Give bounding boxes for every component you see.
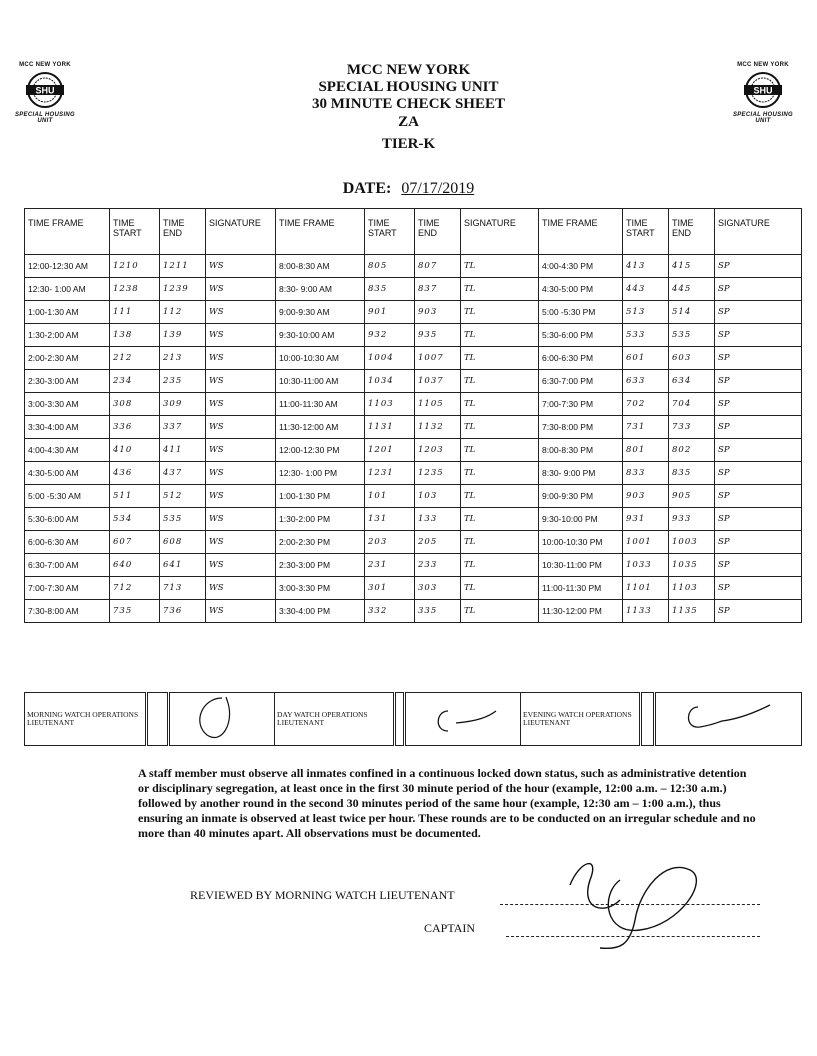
time-frame-cell: 4:00-4:30 PM <box>539 255 623 278</box>
time-start-cell: 1210 <box>110 255 160 278</box>
time-start-cell: 138 <box>110 324 160 347</box>
time-end-cell: 704 <box>669 393 715 416</box>
time-start-cell: 633 <box>623 370 669 393</box>
signature-mark-icon <box>408 693 518 743</box>
time-end-cell: 634 <box>669 370 715 393</box>
time-end-cell: 608 <box>160 531 206 554</box>
time-end-cell: 335 <box>415 600 461 623</box>
signature-cell: WS <box>206 347 276 370</box>
time-start-cell: 332 <box>365 600 415 623</box>
time-end-cell: 1211 <box>160 255 206 278</box>
time-frame-cell: 1:00-1:30 PM <box>276 485 365 508</box>
table-row <box>25 531 802 554</box>
signature-cell: SP <box>715 324 802 347</box>
time-end-cell: 133 <box>415 508 461 531</box>
time-start-cell: 640 <box>110 554 160 577</box>
time-frame-cell: 6:00-6:30 AM <box>25 531 110 554</box>
time-frame-cell: 11:00-11:30 PM <box>539 577 623 600</box>
table-row <box>25 347 802 370</box>
time-start-cell: 231 <box>365 554 415 577</box>
time-frame-cell: 2:00-2:30 AM <box>25 347 110 370</box>
table-row <box>25 462 802 485</box>
time-start-cell: 234 <box>110 370 160 393</box>
time-end-cell: 1007 <box>415 347 461 370</box>
morning-watch-label: MORNING WATCH OPERATIONS LIEUTENANT <box>25 693 147 746</box>
time-end-cell: 641 <box>160 554 206 577</box>
time-start-cell: 1133 <box>623 600 669 623</box>
header-time-end: TIME END <box>160 209 206 255</box>
divider <box>147 693 169 746</box>
time-start-cell: 301 <box>365 577 415 600</box>
time-frame-cell: 2:30-3:00 AM <box>25 370 110 393</box>
header-time-frame: TIME FRAME <box>276 209 365 255</box>
divider <box>395 693 405 746</box>
time-start-cell: 436 <box>110 462 160 485</box>
time-start-cell: 1001 <box>623 531 669 554</box>
time-start-cell: 901 <box>365 301 415 324</box>
signature-cell: SP <box>715 393 802 416</box>
table-row <box>25 485 802 508</box>
time-end-cell: 802 <box>669 439 715 462</box>
time-frame-cell: 4:30-5:00 PM <box>539 278 623 301</box>
time-frame-cell: 7:30-8:00 AM <box>25 600 110 623</box>
time-end-cell: 337 <box>160 416 206 439</box>
time-frame-cell: 6:30-7:00 PM <box>539 370 623 393</box>
reviewed-label: REVIEWED BY MORNING WATCH LIEUTENANT <box>190 888 455 902</box>
signature-mark-icon <box>658 693 798 743</box>
time-start-cell: 511 <box>110 485 160 508</box>
header-time-frame: TIME FRAME <box>25 209 110 255</box>
evening-watch-signature <box>655 693 802 746</box>
signature-cell: TL <box>461 416 539 439</box>
time-end-cell: 807 <box>415 255 461 278</box>
time-start-cell: 805 <box>365 255 415 278</box>
signature-cell: TL <box>461 393 539 416</box>
table-row <box>25 439 802 462</box>
time-end-cell: 514 <box>669 301 715 324</box>
signature-cell: WS <box>206 554 276 577</box>
time-frame-cell: 8:00-8:30 PM <box>539 439 623 462</box>
time-end-cell: 1003 <box>669 531 715 554</box>
time-frame-cell: 12:30- 1:00 PM <box>276 462 365 485</box>
time-end-cell: 445 <box>669 278 715 301</box>
time-start-cell: 336 <box>110 416 160 439</box>
time-start-cell: 410 <box>110 439 160 462</box>
time-start-cell: 1034 <box>365 370 415 393</box>
time-frame-cell: 8:00-8:30 AM <box>276 255 365 278</box>
signature-cell: TL <box>461 554 539 577</box>
time-frame-cell: 9:30-10:00 PM <box>539 508 623 531</box>
time-start-cell: 203 <box>365 531 415 554</box>
time-frame-cell: 10:00-10:30 AM <box>276 347 365 370</box>
time-start-cell: 601 <box>623 347 669 370</box>
table-row <box>25 255 802 278</box>
header-time-end: TIME END <box>669 209 715 255</box>
header-signature: SIGNATURE <box>715 209 802 255</box>
signature-cell: WS <box>206 370 276 393</box>
time-end-cell: 733 <box>669 416 715 439</box>
time-end-cell: 837 <box>415 278 461 301</box>
morning-watch-signature <box>169 693 275 746</box>
time-frame-cell: 3:30-4:00 AM <box>25 416 110 439</box>
header-tier: TIER-K <box>381 136 436 152</box>
time-end-cell: 713 <box>160 577 206 600</box>
time-end-cell: 437 <box>160 462 206 485</box>
time-frame-cell: 6:00-6:30 PM <box>539 347 623 370</box>
time-end-cell: 512 <box>160 485 206 508</box>
time-start-cell: 702 <box>623 393 669 416</box>
signature-cell: SP <box>715 439 802 462</box>
signature-cell: WS <box>206 577 276 600</box>
time-frame-cell: 11:30-12:00 AM <box>276 416 365 439</box>
table-row <box>25 600 802 623</box>
time-frame-cell: 5:30-6:00 PM <box>539 324 623 347</box>
time-frame-cell: 11:30-12:00 PM <box>539 600 623 623</box>
signature-cell: WS <box>206 416 276 439</box>
time-start-cell: 712 <box>110 577 160 600</box>
signature-cell: SP <box>715 485 802 508</box>
header-range: ZA <box>398 114 419 130</box>
time-frame-cell: 10:30-11:00 PM <box>539 554 623 577</box>
time-frame-cell: 4:00-4:30 AM <box>25 439 110 462</box>
time-end-cell: 112 <box>160 301 206 324</box>
signature-cell: WS <box>206 255 276 278</box>
time-frame-cell: 4:30-5:00 AM <box>25 462 110 485</box>
time-end-cell: 1132 <box>415 416 461 439</box>
signature-cell: WS <box>206 439 276 462</box>
time-start-cell: 731 <box>623 416 669 439</box>
signature-cell: SP <box>715 577 802 600</box>
time-end-cell: 415 <box>669 255 715 278</box>
captain-label: CAPTAIN <box>424 921 476 935</box>
time-frame-cell: 12:00-12:30 AM <box>25 255 110 278</box>
time-start-cell: 131 <box>365 508 415 531</box>
time-frame-cell: 3:00-3:30 PM <box>276 577 365 600</box>
time-start-cell: 1101 <box>623 577 669 600</box>
header-unit: SPECIAL HOUSING UNIT <box>318 79 499 95</box>
time-start-cell: 1231 <box>365 462 415 485</box>
signature-cell: SP <box>715 600 802 623</box>
signature-cell: WS <box>206 301 276 324</box>
time-end-cell: 933 <box>669 508 715 531</box>
signature-cell: WS <box>206 600 276 623</box>
svg-text:SHU: SHU <box>753 85 773 96</box>
signature-cell: TL <box>461 278 539 301</box>
signature-cell: TL <box>461 347 539 370</box>
time-frame-cell: 7:00-7:30 PM <box>539 393 623 416</box>
header-facility: MCC NEW YORK <box>346 62 471 78</box>
signature-cell: SP <box>715 462 802 485</box>
time-start-cell: 735 <box>110 600 160 623</box>
time-start-cell: 1131 <box>365 416 415 439</box>
table-row <box>25 416 802 439</box>
time-start-cell: 1033 <box>623 554 669 577</box>
time-start-cell: 533 <box>623 324 669 347</box>
signature-cell: SP <box>715 416 802 439</box>
time-start-cell: 607 <box>110 531 160 554</box>
time-end-cell: 1035 <box>669 554 715 577</box>
signature-cell: WS <box>206 393 276 416</box>
time-frame-cell: 7:00-7:30 AM <box>25 577 110 600</box>
signature-cell: TL <box>461 370 539 393</box>
signature-cell: TL <box>461 324 539 347</box>
signature-cell: SP <box>715 278 802 301</box>
time-end-cell: 903 <box>415 301 461 324</box>
signature-cell: SP <box>715 255 802 278</box>
time-start-cell: 1201 <box>365 439 415 462</box>
time-start-cell: 833 <box>623 462 669 485</box>
time-frame-cell: 10:00-10:30 PM <box>539 531 623 554</box>
header-signature: SIGNATURE <box>206 209 276 255</box>
signature-cell: WS <box>206 531 276 554</box>
signature-cell: SP <box>715 531 802 554</box>
lieutenant-table <box>24 692 802 746</box>
time-frame-cell: 1:00-1:30 AM <box>25 301 110 324</box>
time-frame-cell: 9:30-10:00 AM <box>276 324 365 347</box>
signature-cell: WS <box>206 485 276 508</box>
time-end-cell: 535 <box>669 324 715 347</box>
time-start-cell: 1004 <box>365 347 415 370</box>
signature-mark-icon <box>172 693 272 743</box>
header-time-end: TIME END <box>415 209 461 255</box>
time-frame-cell: 9:00-9:30 PM <box>539 485 623 508</box>
time-frame-cell: 9:00-9:30 AM <box>276 301 365 324</box>
time-end-cell: 1239 <box>160 278 206 301</box>
time-end-cell: 1105 <box>415 393 461 416</box>
time-frame-cell: 10:30-11:00 AM <box>276 370 365 393</box>
time-frame-cell: 7:30-8:00 PM <box>539 416 623 439</box>
logo-bottom-text: SPECIAL HOUSING UNIT <box>14 112 76 124</box>
lieutenant-signature-icon <box>560 850 760 960</box>
time-end-cell: 303 <box>415 577 461 600</box>
time-start-cell: 932 <box>365 324 415 347</box>
check-table <box>24 208 802 623</box>
time-end-cell: 235 <box>160 370 206 393</box>
table-row <box>25 508 802 531</box>
date-label: DATE: <box>342 180 392 197</box>
time-start-cell: 111 <box>110 301 160 324</box>
time-end-cell: 205 <box>415 531 461 554</box>
time-frame-cell: 11:00-11:30 AM <box>276 393 365 416</box>
time-frame-cell: 12:00-12:30 PM <box>276 439 365 462</box>
table-row <box>25 301 802 324</box>
time-start-cell: 413 <box>623 255 669 278</box>
signature-cell: TL <box>461 462 539 485</box>
time-end-cell: 935 <box>415 324 461 347</box>
time-frame-cell: 2:30-3:00 PM <box>276 554 365 577</box>
signature-cell: TL <box>461 531 539 554</box>
time-frame-cell: 8:30- 9:00 PM <box>539 462 623 485</box>
signature-cell: TL <box>461 301 539 324</box>
time-start-cell: 308 <box>110 393 160 416</box>
time-end-cell: 1103 <box>669 577 715 600</box>
table-row <box>25 554 802 577</box>
policy-paragraph: A staff member must observe all inmates confined in a continuous locked down status, such as administrative detention or disciplinary segregation, at least once in the first 30 minute period of the hour (example, 12:00 a.m. – 12:30 a.m.) followed by another round in the second 30 minutes period of the same hour (example, 12:30 am – 1:00 a.m.), thus ensuring an inmate is observed at least twice per hour. These rounds are to be conducted on an irregular schedule and no more than 40 minutes apart. All observations must be documented. <box>138 766 756 840</box>
day-watch-signature <box>405 693 521 746</box>
time-end-cell: 535 <box>160 508 206 531</box>
time-end-cell: 213 <box>160 347 206 370</box>
time-start-cell: 443 <box>623 278 669 301</box>
time-start-cell: 801 <box>623 439 669 462</box>
time-start-cell: 931 <box>623 508 669 531</box>
table-row <box>25 324 802 347</box>
logo-bottom-text: SPECIAL HOUSING UNIT <box>732 112 794 124</box>
time-end-cell: 411 <box>160 439 206 462</box>
time-end-cell: 233 <box>415 554 461 577</box>
time-end-cell: 1135 <box>669 600 715 623</box>
time-frame-cell: 1:30-2:00 AM <box>25 324 110 347</box>
time-frame-cell: 12:30- 1:00 AM <box>25 278 110 301</box>
signature-cell: SP <box>715 554 802 577</box>
time-frame-cell: 2:00-2:30 PM <box>276 531 365 554</box>
header-time-frame: TIME FRAME <box>539 209 623 255</box>
signature-cell: TL <box>461 600 539 623</box>
time-frame-cell: 1:30-2:00 PM <box>276 508 365 531</box>
signature-cell: SP <box>715 508 802 531</box>
time-frame-cell: 8:30- 9:00 AM <box>276 278 365 301</box>
evening-watch-label: EVENING WATCH OPERATIONS LIEUTENANT <box>521 693 641 746</box>
time-end-cell: 835 <box>669 462 715 485</box>
signature-cell: TL <box>461 439 539 462</box>
time-frame-cell: 5:00 -5:30 AM <box>25 485 110 508</box>
time-frame-cell: 3:00-3:30 AM <box>25 393 110 416</box>
signature-cell: WS <box>206 324 276 347</box>
header-time-start: TIME START <box>365 209 415 255</box>
divider <box>641 693 655 746</box>
day-watch-label: DAY WATCH OPERATIONS LIEUTENANT <box>275 693 395 746</box>
time-frame-cell: 6:30-7:00 AM <box>25 554 110 577</box>
time-end-cell: 103 <box>415 485 461 508</box>
signature-cell: TL <box>461 508 539 531</box>
time-frame-cell: 5:30-6:00 AM <box>25 508 110 531</box>
date-line <box>0 180 817 198</box>
signature-cell: WS <box>206 462 276 485</box>
signature-cell: SP <box>715 370 802 393</box>
time-end-cell: 309 <box>160 393 206 416</box>
signature-cell: TL <box>461 577 539 600</box>
header-signature: SIGNATURE <box>461 209 539 255</box>
time-frame-cell: 3:30-4:00 PM <box>276 600 365 623</box>
logo-top-text: MCC NEW YORK <box>19 62 71 68</box>
signature-cell: TL <box>461 255 539 278</box>
time-start-cell: 212 <box>110 347 160 370</box>
date-value: 07/17/2019 <box>401 180 475 197</box>
logo-top-text: MCC NEW YORK <box>737 62 789 68</box>
signature-cell: SP <box>715 301 802 324</box>
time-end-cell: 1037 <box>415 370 461 393</box>
time-start-cell: 1103 <box>365 393 415 416</box>
signature-cell: TL <box>461 485 539 508</box>
time-end-cell: 736 <box>160 600 206 623</box>
signature-cell: SP <box>715 347 802 370</box>
header-time-start: TIME START <box>110 209 160 255</box>
time-end-cell: 1203 <box>415 439 461 462</box>
header-time-start: TIME START <box>623 209 669 255</box>
signature-cell: WS <box>206 278 276 301</box>
table-row <box>25 577 802 600</box>
table-row <box>25 278 802 301</box>
time-end-cell: 1235 <box>415 462 461 485</box>
table-row <box>25 370 802 393</box>
time-end-cell: 139 <box>160 324 206 347</box>
time-start-cell: 835 <box>365 278 415 301</box>
header-sheet-title: 30 MINUTE CHECK SHEET <box>312 96 505 112</box>
time-end-cell: 905 <box>669 485 715 508</box>
signature-cell: WS <box>206 508 276 531</box>
table-row <box>25 393 802 416</box>
time-start-cell: 903 <box>623 485 669 508</box>
table-header-row <box>25 209 802 255</box>
time-frame-cell: 5:00 -5:30 PM <box>539 301 623 324</box>
time-start-cell: 1238 <box>110 278 160 301</box>
time-end-cell: 603 <box>669 347 715 370</box>
time-start-cell: 534 <box>110 508 160 531</box>
svg-text:SHU: SHU <box>35 85 55 96</box>
time-start-cell: 101 <box>365 485 415 508</box>
time-start-cell: 513 <box>623 301 669 324</box>
